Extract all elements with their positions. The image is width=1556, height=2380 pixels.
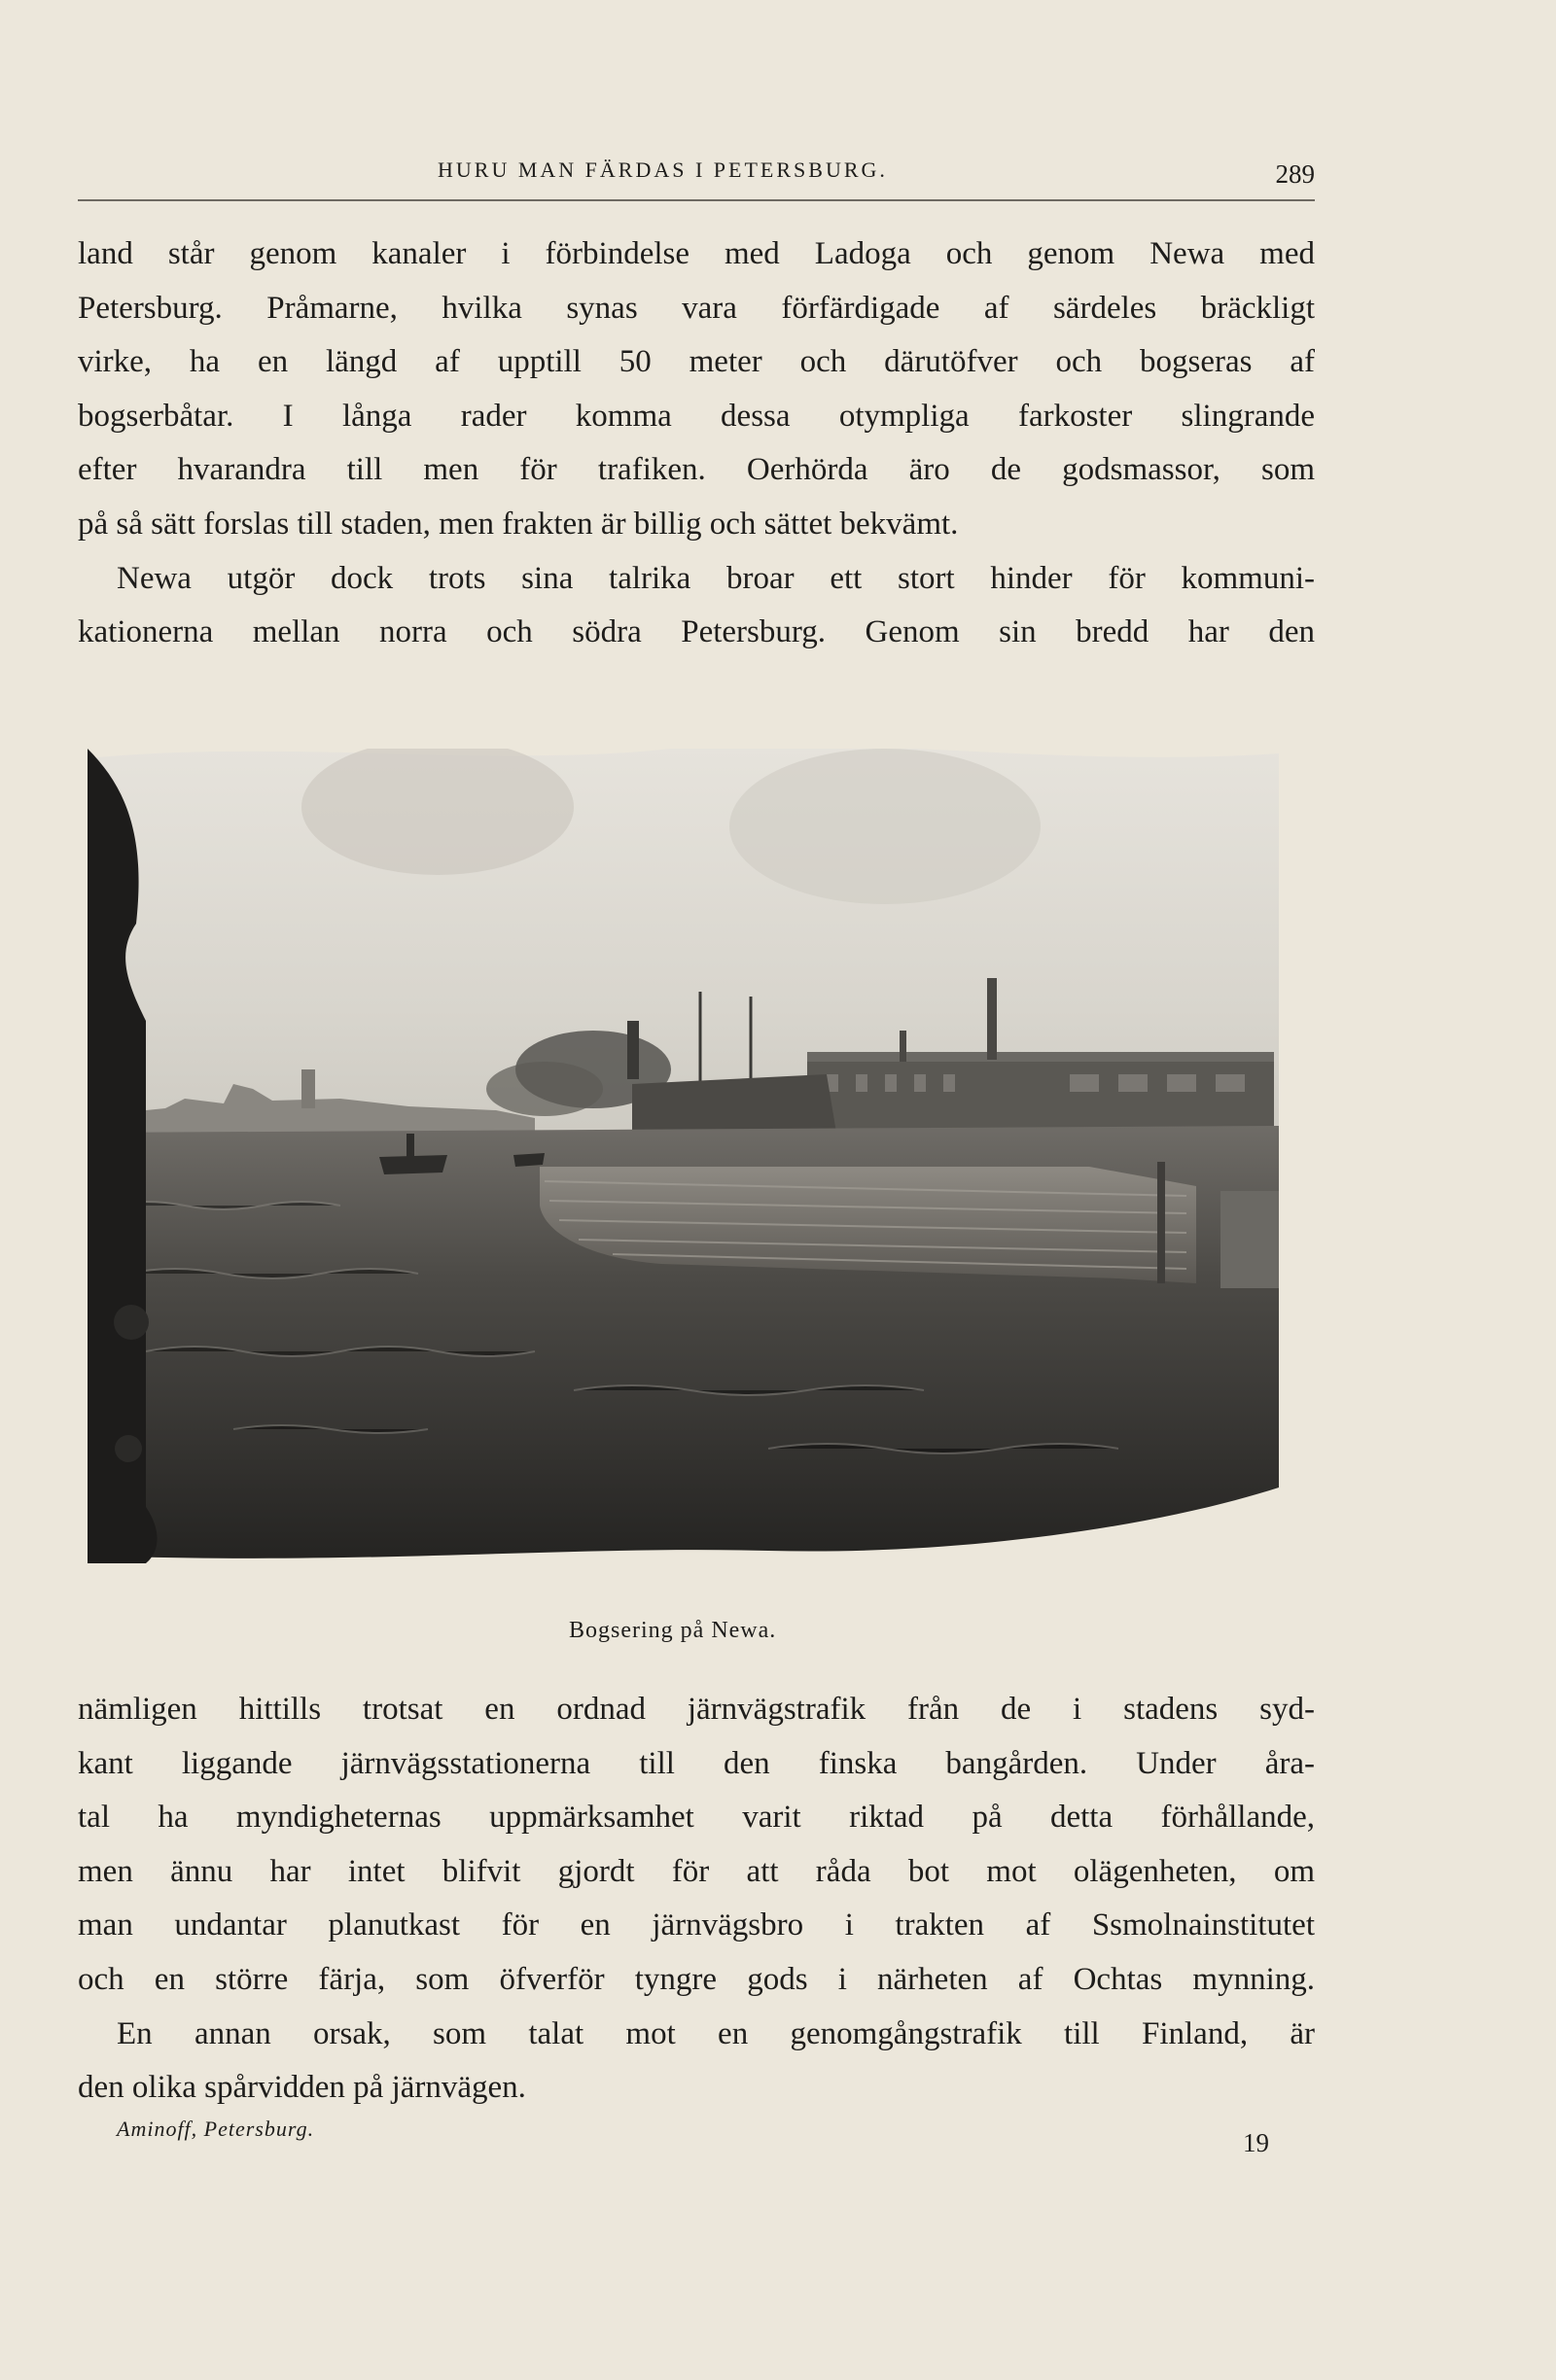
photograph-tugboat-barge-on-neva — [88, 749, 1279, 1563]
body-text-bottom — [78, 1683, 1315, 2116]
signature-mark: 19 — [1243, 2128, 1269, 2157]
running-title: HURU MAN FÄRDAS I PETERSBURG. — [438, 158, 888, 182]
text-line: man undantar planutkast för en järnvägsbro i trakten af Ssmolnainstitutet — [78, 1908, 1315, 1943]
running-head — [78, 154, 1315, 202]
text-line: bogserbåtar. I långa rader komma dessa otympliga farkoster slingrande — [78, 398, 1315, 434]
text-line: kationerna mellan norra och södra Petersburg. Genom sin bredd har den — [78, 614, 1315, 650]
text-line: nämligen hittills trotsat en ordnad järnvägstrafik från de i stadens syd- — [78, 1692, 1315, 1727]
text-line: Newa utgör dock trots sina talrika broar ett stort hinder för kommuni- — [117, 560, 1315, 596]
text-line: men ännu har intet blifvit gjordt för att råda bot mot olägenheten, om — [78, 1853, 1315, 1889]
text-line: Petersburg. Pråmarne, hvilka synas vara förfärdigade af särdeles bräckligt — [78, 290, 1315, 326]
text-line: efter hvarandra till men för trafiken. Oerhörda äro de godsmassor, som — [78, 452, 1315, 488]
text-line: och en större färja, som öfverför tyngre gods i närheten af Ochtas mynning. — [78, 1961, 1315, 1997]
text-line: den olika spårvidden på järnvägen. — [78, 2070, 526, 2106]
figure-caption: Bogsering på Newa. — [569, 1618, 777, 1643]
printer-imprint: Aminoff, Petersburg. — [117, 2117, 315, 2141]
text-line: tal ha myndigheternas uppmärksamhet varit riktad på detta förhållande, — [78, 1800, 1315, 1836]
header-rule — [78, 199, 1315, 201]
text-line: En annan orsak, som talat mot en genomgångstrafik till Finland, är — [117, 2015, 1315, 2051]
text-line: på så sätt forslas till staden, men frakten är billig och sättet bekvämt. — [78, 506, 959, 542]
text-line: virke, ha en längd af upptill 50 meter och därutöfver och bogseras af — [78, 344, 1315, 380]
text-line: kant liggande järnvägsstationerna till den finska bangården. Under åra- — [78, 1745, 1315, 1781]
page-number: 289 — [1275, 159, 1315, 189]
text-line: land står genom kanaler i förbindelse med Ladoga och genom Newa med — [78, 236, 1315, 271]
body-text-top — [78, 228, 1315, 660]
